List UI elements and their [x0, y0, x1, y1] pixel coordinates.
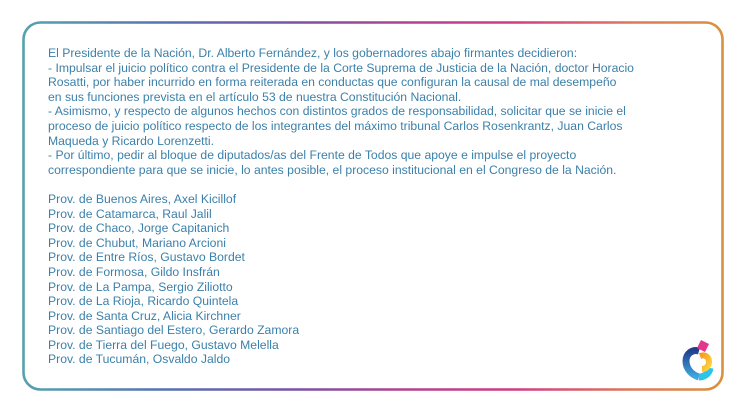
signatory-line: Prov. de Tierra del Fuego, Gustavo Melella [48, 337, 279, 352]
statement-line: Maqueda y Ricardo Lorenzetti. [48, 133, 214, 148]
statement-line: Rosatti, por haber incurrido en forma reiterada en conductas que configuran la causal de mal desempeño [48, 75, 617, 90]
statement-line: El Presidente de la Nación, Dr. Alberto Fernández, y los gobernadores abajo firmantes decidieron: [48, 46, 578, 60]
signatory-line: Prov. de Buenos Aires, Axel Kicillof [48, 191, 237, 206]
statement-line: en sus funciones prevista en el artículo 53 de nuestra Constitución Nacional. [48, 89, 462, 104]
statement-line: - Impulsar el juicio político contra el Presidente de la Corte Suprema de Justicia de la Nación, doctor Horacio [48, 60, 634, 75]
statement-line: proceso de juicio político respecto de los integrantes del máximo tribunal Carlos Rosenkrantz, Juan Carlos [48, 118, 623, 133]
signatory-line: Prov. de Santa Cruz, Alicia Kirchner [48, 308, 241, 323]
signatory-line: Prov. de Chubut, Mariano Arcioni [48, 235, 226, 250]
signatory-line: Prov. de La Pampa, Sergio Ziliotto [48, 279, 233, 294]
statement-line: correspondiente para que se inicie, lo antes posible, el proceso institucional en el Congreso de la Nación. [48, 162, 617, 177]
signatory-line: Prov. de Entre Ríos, Gustavo Bordet [48, 250, 245, 265]
signatory-line: Prov. de Catamarca, Raul Jalil [48, 206, 212, 221]
statement-line: - Por último, pedir al bloque de diputados/as del Frente de Todos que apoye e impulse el proyecto [48, 148, 577, 163]
signatory-line: Prov. de Santiago del Estero, Gerardo Zamora [48, 323, 300, 338]
statement-line: - Asimismo, y respecto de algunos hechos con distintos grados de responsabilidad, solicitar que se inicie el [48, 104, 626, 119]
signatory-line: Prov. de Chaco, Jorge Capitanich [48, 221, 230, 236]
signatory-line: Prov. de La Rioja, Ricardo Quintela [48, 294, 239, 309]
signatory-line: Prov. de Formosa, Gildo Insfrán [48, 264, 220, 279]
signatory-line: Prov. de Tucumán, Osvaldo Jaldo [48, 352, 231, 367]
